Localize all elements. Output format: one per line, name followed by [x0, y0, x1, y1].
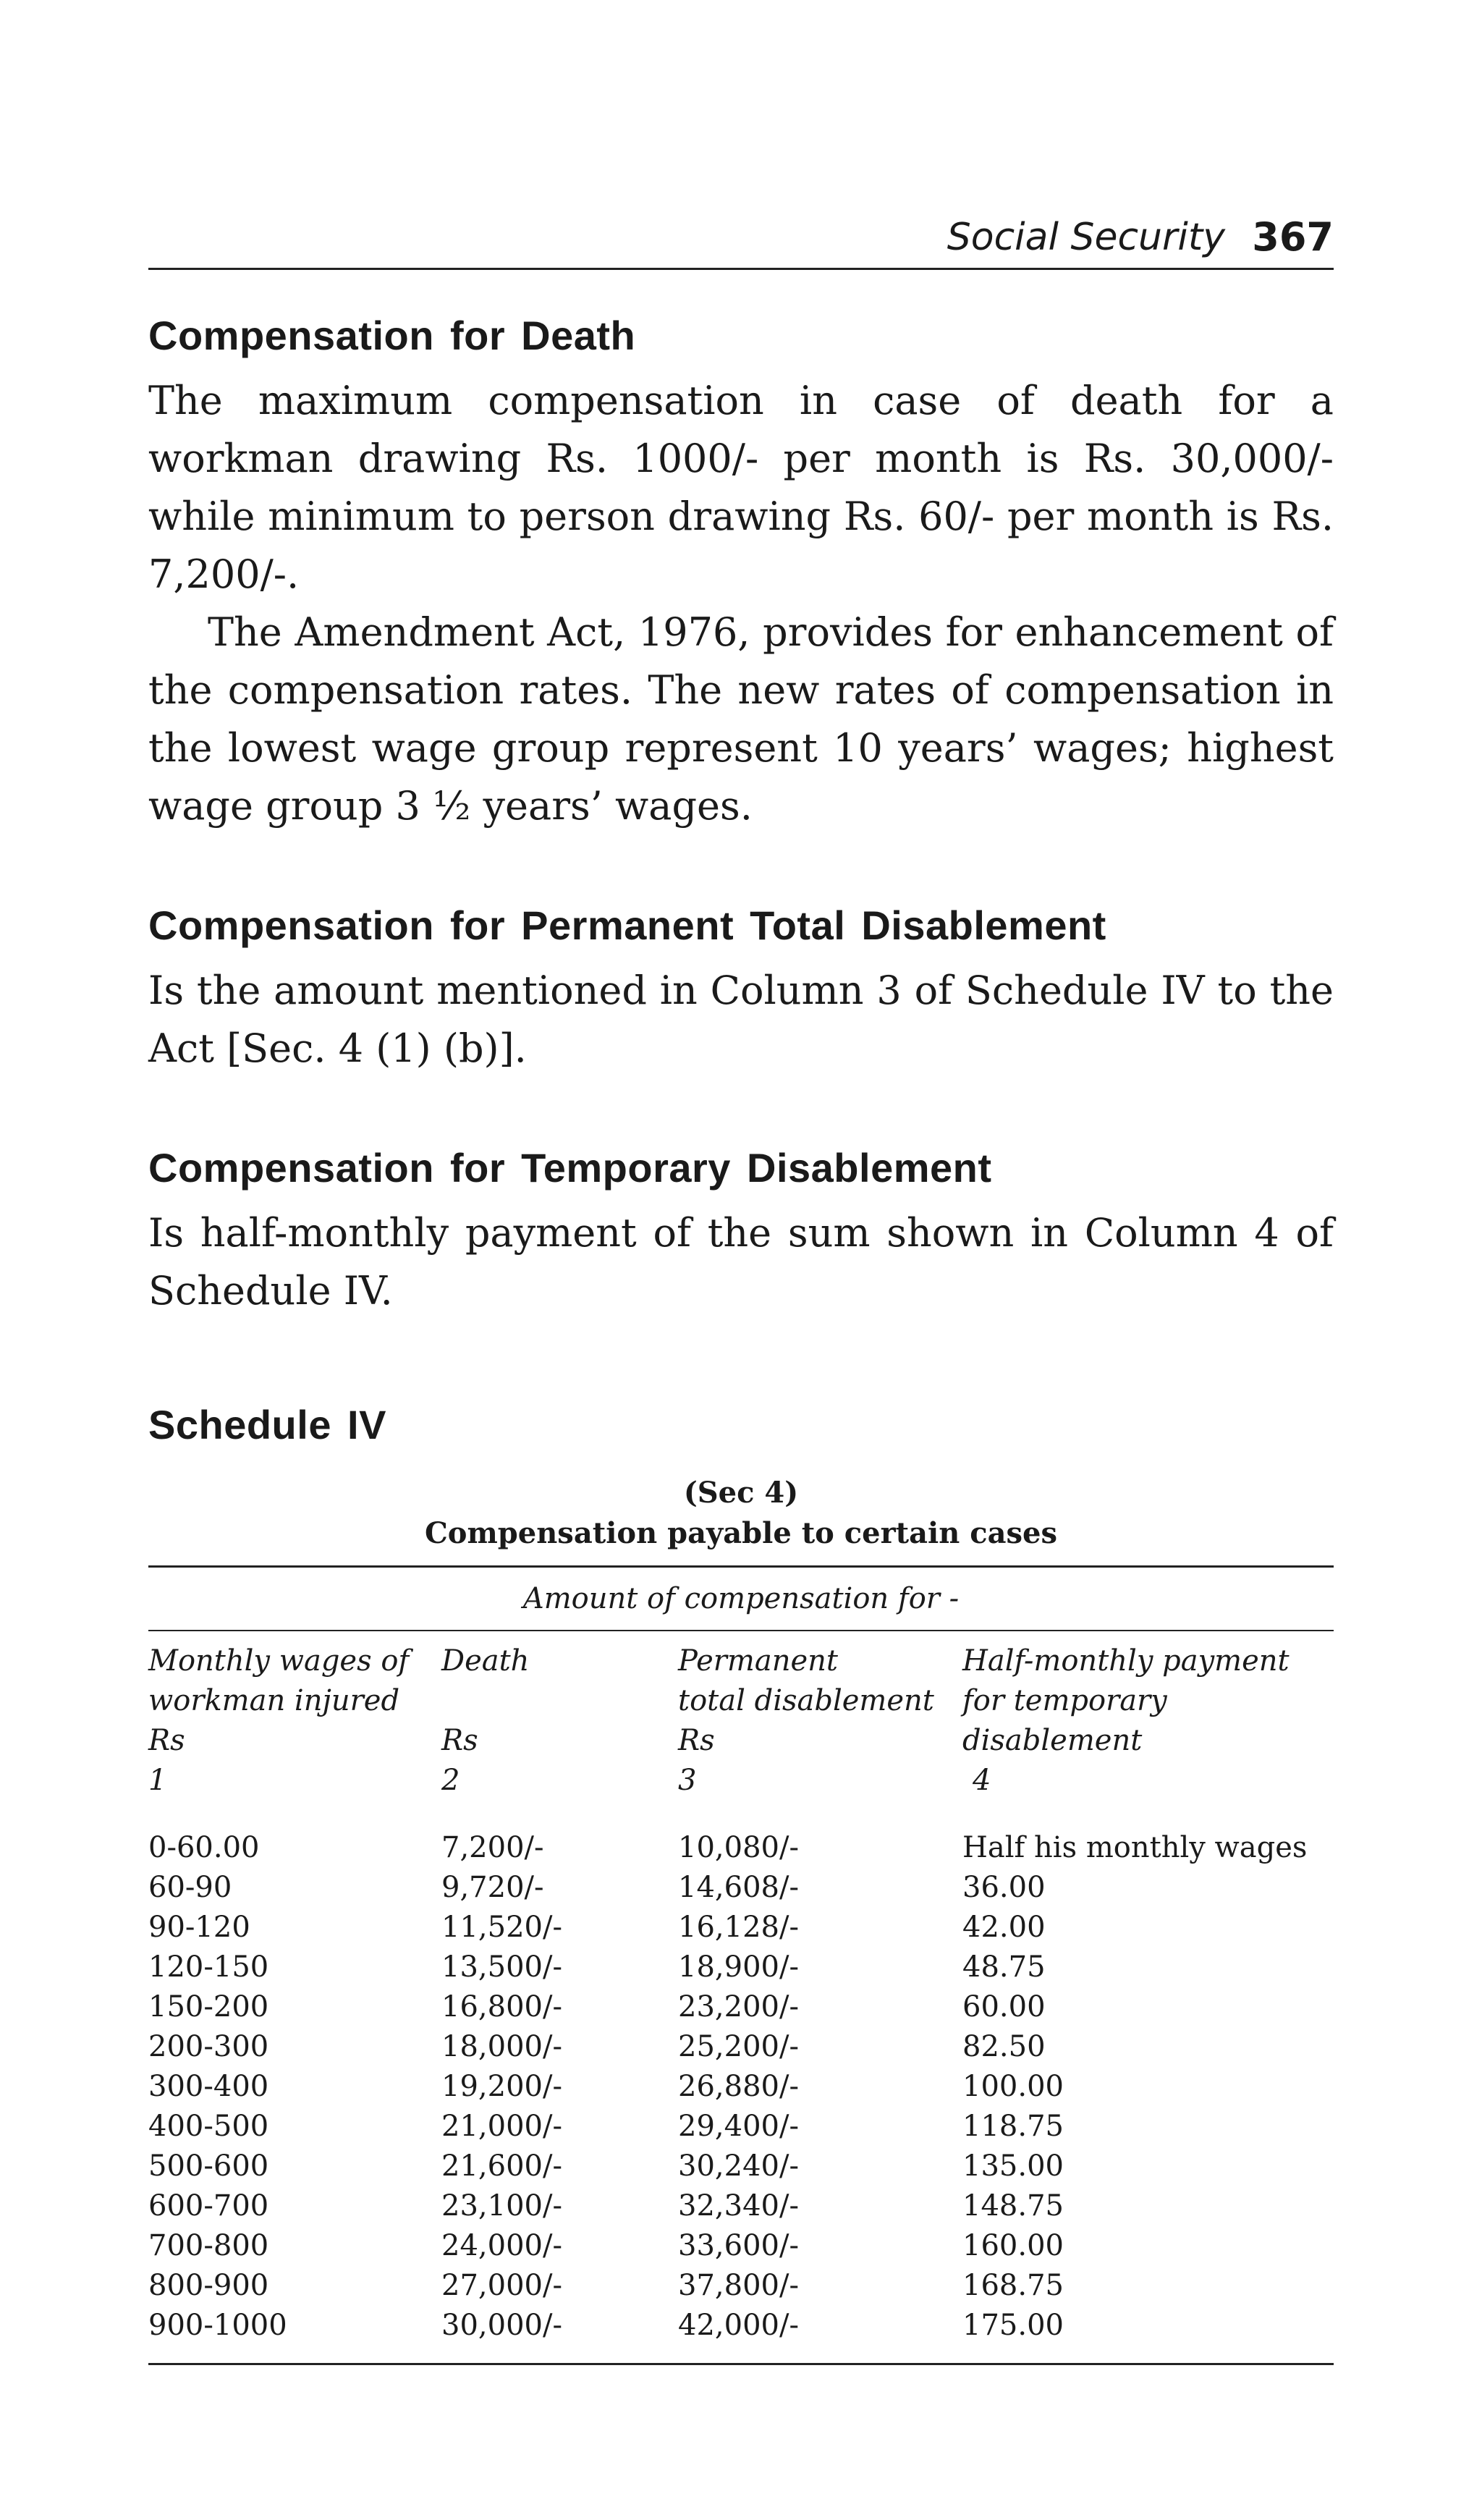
- column-number: 1: [148, 1764, 167, 1797]
- cell-death-amount: 18,000/-: [441, 2030, 562, 2063]
- cell-half-monthly-payment: 175.00: [962, 2309, 1064, 2342]
- cell-permanent-amount: 18,900/-: [678, 1950, 799, 1984]
- table-body: [148, 1818, 1334, 2363]
- cell-half-monthly-payment: 36.00: [962, 1871, 1046, 1904]
- cell-death-amount: 24,000/-: [441, 2229, 562, 2262]
- column-header-unit: Rs: [678, 1724, 715, 1757]
- cell-death-amount: 13,500/-: [441, 1950, 562, 1984]
- paragraph-permanent-disablement: Is the amount mentioned in Column 3 of Schedule IV to the Act [Sec. 4 (1) (b)].: [148, 968, 1334, 1071]
- cell-monthly-wages: 500-600: [148, 2149, 269, 2183]
- cell-death-amount: 9,720/-: [441, 1871, 544, 1904]
- paragraph-death-2: The Amendment Act, 1976, provides for enhancement of the compensation rates. The new rates of compensation in the lowest wage group represent 10 years’ wages; highest wage group 3 ½ years’ wages.: [148, 609, 1334, 829]
- cell-half-monthly-payment: 82.50: [962, 2030, 1046, 2063]
- column-header-line: Death: [441, 1644, 530, 1678]
- column-header-half-monthly: [962, 1631, 1334, 1818]
- column-header-line: workman injured: [148, 1684, 400, 1717]
- table-row: [148, 2306, 1334, 2363]
- cell-half-monthly-payment: 48.75: [962, 1950, 1046, 1984]
- column-header-death: [441, 1631, 678, 1818]
- column-header-line: for temporary: [962, 1684, 1167, 1717]
- table-caption-title: Compensation payable to certain cases: [424, 1516, 1058, 1550]
- cell-permanent-amount: 23,200/-: [678, 1990, 799, 2024]
- column-header-line: disablement: [962, 1724, 1143, 1757]
- table-row: [148, 2067, 1334, 2107]
- cell-permanent-amount: 32,340/-: [678, 2189, 799, 2223]
- table-bottom-rule: [148, 2363, 1334, 2365]
- cell-half-monthly-payment: Half his monthly wages: [962, 1831, 1308, 1864]
- cell-monthly-wages: 800-900: [148, 2269, 269, 2302]
- column-header-line: total disablement: [678, 1684, 934, 1717]
- table-row: [148, 2107, 1334, 2147]
- table-header-row: [148, 1631, 1334, 1818]
- running-head: [148, 210, 1334, 270]
- cell-monthly-wages: 400-500: [148, 2110, 269, 2143]
- column-number: 3: [678, 1764, 697, 1797]
- cell-permanent-amount: 37,800/-: [678, 2269, 799, 2302]
- cell-monthly-wages: 600-700: [148, 2189, 269, 2223]
- table-row: [148, 1908, 1334, 1948]
- cell-permanent-amount: 25,200/-: [678, 2030, 799, 2063]
- table-row: [148, 1987, 1334, 2027]
- column-header-line: Permanent: [678, 1644, 838, 1678]
- cell-death-amount: 27,000/-: [441, 2269, 562, 2302]
- cell-death-amount: 19,200/-: [441, 2070, 562, 2103]
- cell-monthly-wages: 900-1000: [148, 2309, 287, 2342]
- schedule-iv-table: [148, 1631, 1334, 2363]
- cell-monthly-wages: 0-60.00: [148, 1831, 260, 1864]
- cell-permanent-amount: 30,240/-: [678, 2149, 799, 2183]
- cell-death-amount: 23,100/-: [441, 2189, 562, 2223]
- cell-permanent-amount: 14,608/-: [678, 1871, 799, 1904]
- cell-monthly-wages: 200-300: [148, 2030, 269, 2063]
- page-number: 367: [1252, 214, 1334, 260]
- cell-death-amount: 21,600/-: [441, 2149, 562, 2183]
- cell-death-amount: 30,000/-: [441, 2309, 562, 2342]
- cell-half-monthly-payment: 60.00: [962, 1990, 1046, 2024]
- cell-death-amount: 11,520/-: [441, 1911, 562, 1944]
- column-number: 4: [973, 1764, 991, 1797]
- heading-temporary-disablement: Compensation for Temporary Disablement: [148, 1145, 992, 1191]
- column-header-unit: Rs: [441, 1724, 478, 1757]
- table-caption: [148, 1473, 1334, 1554]
- table-row: [148, 2027, 1334, 2067]
- cell-permanent-amount: 16,128/-: [678, 1911, 799, 1944]
- cell-death-amount: 16,800/-: [441, 1990, 562, 2024]
- cell-death-amount: 7,200/-: [441, 1831, 544, 1864]
- cell-half-monthly-payment: 42.00: [962, 1911, 1046, 1944]
- cell-half-monthly-payment: 148.75: [962, 2189, 1064, 2223]
- table-row: [148, 2266, 1334, 2306]
- paragraph-temporary-disablement: Is half-monthly payment of the sum shown in Column 4 of Schedule IV.: [148, 1210, 1334, 1314]
- table-row: [148, 1868, 1334, 1908]
- column-header-wages: [148, 1631, 441, 1818]
- table-row: [148, 2186, 1334, 2226]
- table-row: [148, 1818, 1334, 1868]
- table-row: [148, 2226, 1334, 2266]
- paragraph-death-1: The maximum compensation in case of death for a workman drawing Rs. 1000/- per month is Rs. 30,000/- while minimum to person drawing Rs. 60/- per month is Rs. 7,200/-.: [148, 378, 1334, 597]
- heading-permanent-disablement: Compensation for Permanent Total Disablement: [148, 902, 1106, 948]
- cell-death-amount: 21,000/-: [441, 2110, 562, 2143]
- cell-monthly-wages: 300-400: [148, 2070, 269, 2103]
- cell-half-monthly-payment: 160.00: [962, 2229, 1064, 2262]
- cell-permanent-amount: 26,880/-: [678, 2070, 799, 2103]
- cell-half-monthly-payment: 100.00: [962, 2070, 1064, 2103]
- cell-monthly-wages: 120-150: [148, 1950, 269, 1984]
- column-header-unit: Rs: [148, 1724, 185, 1757]
- heading-schedule-iv: Schedule IV: [148, 1402, 386, 1447]
- column-number: 2: [441, 1764, 460, 1797]
- column-header-line: Half-monthly payment: [962, 1644, 1290, 1678]
- cell-monthly-wages: 60-90: [148, 1871, 232, 1904]
- column-header-line: Monthly wages of: [148, 1644, 410, 1678]
- table-row: [148, 1948, 1334, 1987]
- table-caption-section: (Sec 4): [683, 1476, 799, 1510]
- cell-half-monthly-payment: 135.00: [962, 2149, 1064, 2183]
- running-head-section: Social Security: [947, 216, 1225, 259]
- cell-half-monthly-payment: 118.75: [962, 2110, 1064, 2143]
- amount-of-compensation-label: Amount of compensation for -: [522, 1582, 960, 1615]
- cell-monthly-wages: 90-120: [148, 1911, 250, 1944]
- book-page: [148, 210, 1334, 2365]
- column-header-line: [441, 1681, 678, 1721]
- table-row: [148, 2147, 1334, 2186]
- heading-compensation-death: Compensation for Death: [148, 313, 636, 358]
- cell-permanent-amount: 10,080/-: [678, 1831, 799, 1864]
- cell-monthly-wages: 150-200: [148, 1990, 269, 2024]
- cell-permanent-amount: 29,400/-: [678, 2110, 799, 2143]
- cell-monthly-wages: 700-800: [148, 2229, 269, 2262]
- cell-half-monthly-payment: 168.75: [962, 2269, 1064, 2302]
- column-header-permanent: [678, 1631, 962, 1818]
- cell-permanent-amount: 42,000/-: [678, 2309, 799, 2342]
- cell-permanent-amount: 33,600/-: [678, 2229, 799, 2262]
